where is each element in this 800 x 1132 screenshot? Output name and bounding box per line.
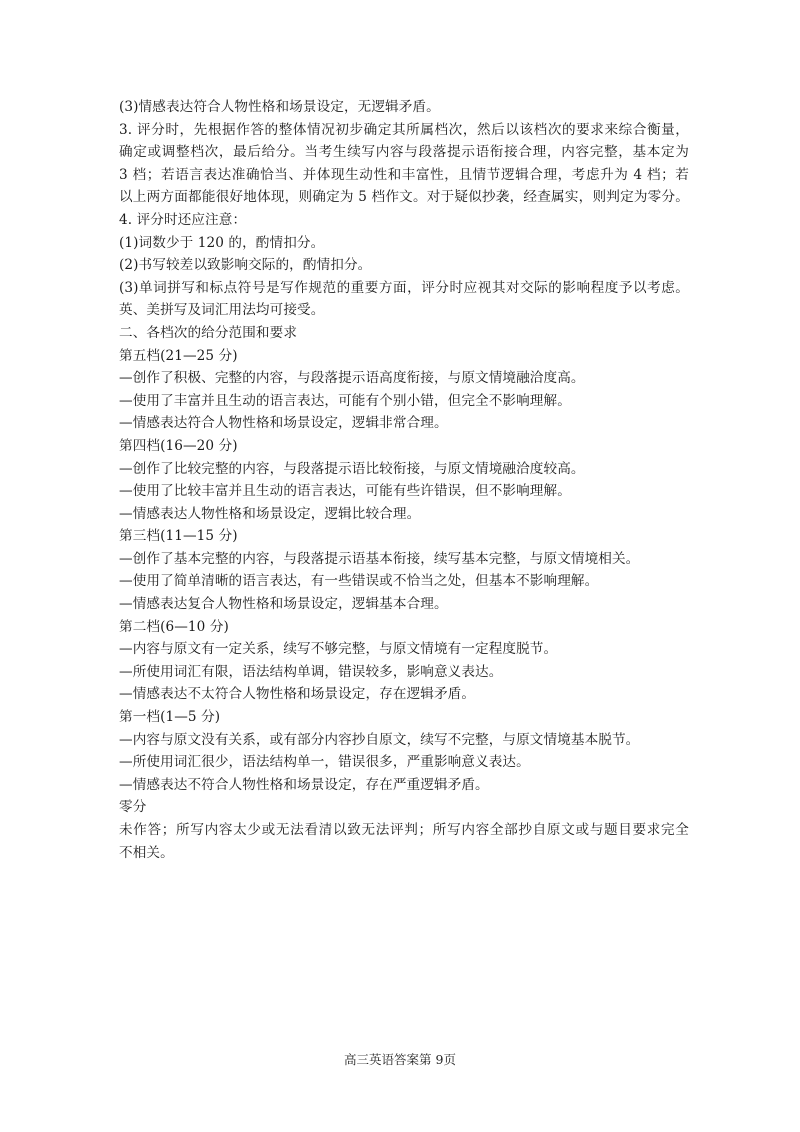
text-line: —所使用词汇有限，语法结构单调，错误较多，影响意义表达。 [119,663,503,680]
text-line: (3)单词拼写和标点符号是写作规范的重要方面，评分时应视其对交际的影响程度予以考虑。 [119,279,689,296]
text-line: —所使用词汇很少，语法结构单一，错误很多，严重影响意义表达。 [119,754,530,771]
text-line: —内容与原文没有关系，或有部分内容抄自原文，续写不完整，与原文情境基本脱节。 [119,731,640,748]
text-line: —创作了基本完整的内容，与段落提示语基本衔接，续写基本完整，与原文情境相关。 [119,550,640,567]
text-line: —使用了丰富并且生动的语言表达，可能有个别小错，但完全不影响理解。 [119,392,571,409]
text-line: 第四档(16—20 分) [119,437,238,454]
text-line: 第三档(11—15 分) [119,528,238,545]
text-line: 3 档；若语言表达准确恰当、并体现生动性和丰富性，且情节逻辑合理，考虑升为 4 档；若 [119,166,689,183]
text-line: 英、美拼写及词汇用法均可接受。 [119,302,325,319]
text-line: 二、各档次的给分范围和要求 [119,324,298,341]
text-line: 未作答；所写内容太少或无法看清以致无法评判；所写内容全部抄自原文或与题目要求完全 [119,822,689,838]
text-line: —使用了比较丰富并且生动的语言表达，可能有些许错误，但不影响理解。 [119,483,571,500]
text-line: 第一档(1—5 分) [119,709,221,726]
text-line: 第二档(6—10 分) [119,618,229,635]
text-line: —情感表达不符合人物性格和场景设定，存在严重逻辑矛盾。 [119,776,489,793]
scoring-criteria-text [119,96,689,864]
text-line: —使用了简单清晰的语言表达，有一些错误或不恰当之处，但基本不影响理解。 [119,573,599,590]
text-line: 第五档(21—25 分) [119,347,238,364]
text-line: 以上两方面都能很好地体现，则确定为 5 档作文。对于疑似抄袭，经查属实，则判定为零分。 [119,189,689,206]
text-line: (3)情感表达符合人物性格和场景设定，无逻辑矛盾。 [119,99,440,115]
text-line: 3. 评分时，先根据作答的整体情况初步确定其所属档次，然后以该档次的要求来综合衡量， [119,121,689,138]
text-line: (1)词数少于 120 的，酌情扣分。 [119,234,325,251]
text-line: —情感表达不太符合人物性格和场景设定，存在逻辑矛盾。 [119,686,476,703]
page-footer: 高三英语答案第 9页 [344,1052,456,1067]
text-line: —创作了比较完整的内容，与段落提示语比较衔接，与原文情境融洽度较高。 [119,460,585,477]
text-line: 确定或调整档次，最后给分。当考生续写内容与段落提示语衔接合理，内容完整，基本定为 [119,144,689,161]
text-line: —情感表达人物性格和场景设定，逻辑比较合理。 [119,505,421,522]
text-line: —情感表达符合人物性格和场景设定，逻辑非常合理。 [119,415,448,432]
text-line: —创作了积极、完整的内容，与段落提示语高度衔接，与原文情境融洽度高。 [119,370,585,387]
text-line: 零分 [119,799,147,816]
text-line: —情感表达复合人物性格和场景设定，逻辑基本合理。 [119,596,448,613]
text-line: —内容与原文有一定关系，续写不够完整，与原文情境有一定程度脱节。 [119,641,558,658]
text-line: (2)书写较差以致影响交际的，酌情扣分。 [119,257,372,274]
text-line: 4. 评分时还应注意： [119,211,247,228]
text-line: 不相关。 [119,844,174,861]
